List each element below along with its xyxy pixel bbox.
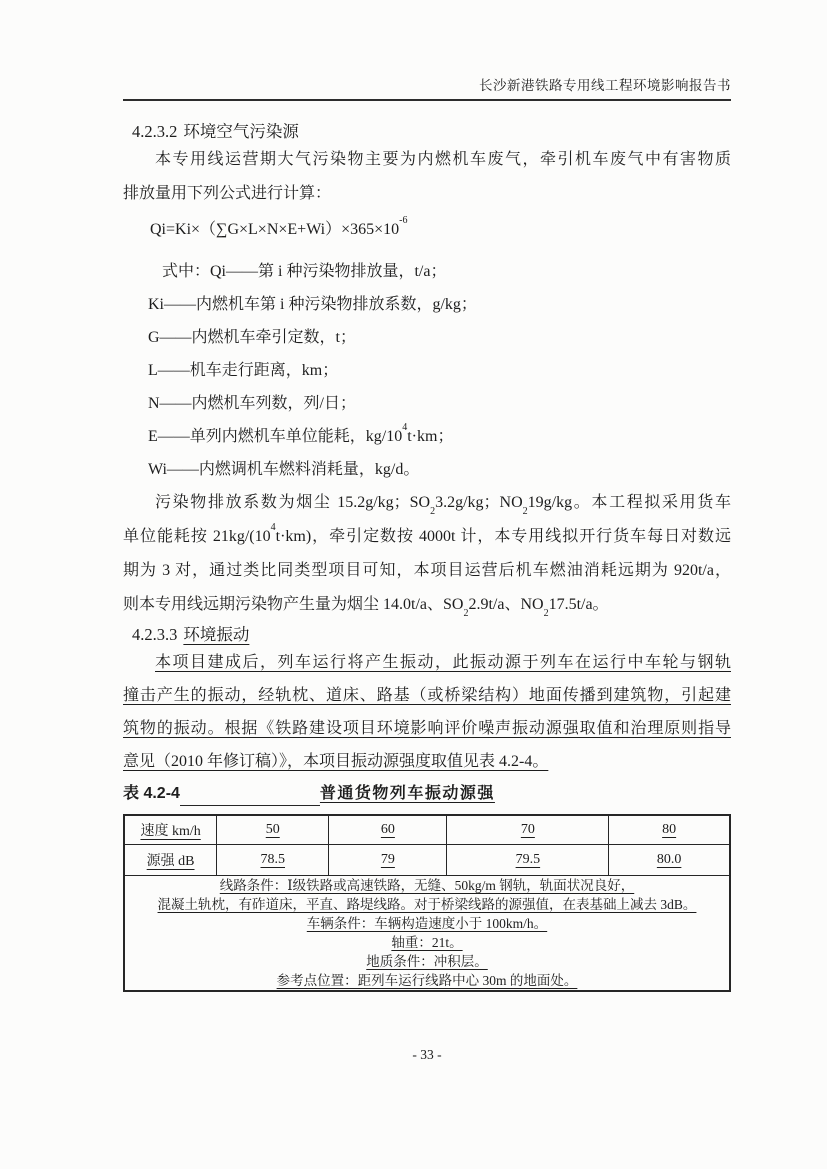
- paragraph-text: 污染物排放系数为烟尘 15.2g/kg；SO: [155, 494, 431, 511]
- definition-text: E——单列内燃机车单位能耗，kg/10: [148, 428, 403, 445]
- table-note: 车辆条件：车辆构造速度小于 100km/h。: [306, 916, 548, 931]
- subscript: 2: [430, 506, 436, 518]
- definition-line: N——内燃机车列数，列/日；: [148, 395, 357, 412]
- table-note: 地质条件：冲积层。: [366, 954, 488, 969]
- paragraph-line: [123, 588, 731, 622]
- paragraph-text: 17.5t/a。: [548, 596, 609, 613]
- table-notes-cell: [124, 876, 730, 992]
- section-heading-vibration: [123, 624, 731, 646]
- subscript: 2: [522, 506, 528, 518]
- section-number: 4.2.3.2: [132, 122, 178, 141]
- paragraph-line: 撞击产生的振动，经轨枕、道床、路基（或桥梁结构）地面传播到建筑物，引起建: [123, 687, 731, 704]
- value-cell: 79.5: [447, 845, 609, 876]
- paragraph-line: [123, 486, 731, 520]
- row-header-cell: 源强 dB: [124, 845, 217, 876]
- definition-line: [123, 420, 731, 453]
- vibration-source-table: [123, 814, 731, 992]
- paragraph-text: 则本专用线远期污染物产生量为烟尘 14.0t/a、SO: [123, 596, 464, 613]
- symbol-definitions: [123, 255, 731, 486]
- paragraph-line: 本项目建成后，列车运行将产生振动，此振动源于列车在运行中车轮与钢轨: [155, 654, 731, 671]
- superscript: 4: [270, 521, 276, 533]
- paragraph-text: 2.9t/a、NO: [468, 596, 544, 613]
- value-cell: 79: [329, 845, 447, 876]
- table-note: 参考点位置：距列车运行线路中心 30m 的地面处。: [276, 973, 578, 988]
- value-cell: 80: [609, 815, 730, 845]
- section-title: 环境振动: [183, 625, 250, 644]
- superscript: 4: [402, 421, 408, 433]
- page-number: - 33 -: [412, 1047, 442, 1062]
- table-notes-row: [124, 876, 730, 992]
- paragraph-line: 期为 3 对，通过类比同类型项目可知，本项目运营后机车燃油消耗远期为 920t/a，: [123, 562, 731, 579]
- subscript: 2: [463, 608, 469, 620]
- paragraph-line: [123, 520, 731, 554]
- table-note: 混凝土轨枕，有砟道床，平直、路堤线路。对于桥梁线路的源强值，在表基础上减去 3dB。: [157, 897, 697, 912]
- table-label: 表 4.2-4: [123, 785, 180, 802]
- definition-line: L——机车走行距离，km；: [148, 362, 339, 379]
- table-caption-row: [123, 780, 731, 806]
- page-header: [123, 74, 731, 101]
- paragraph-text: t·km)，牵引定数按 4000t 计，本专用线拟开行货车每日对数远: [275, 528, 731, 545]
- subscript: 2: [543, 608, 549, 620]
- definition-line: G——内燃机车牵引定数，t；: [148, 329, 357, 346]
- table-caption: 普通货物列车振动源强: [319, 785, 495, 802]
- definition-line: 式中：Qi——第 i 种污染物排放量，t/a；: [162, 263, 447, 280]
- row-header-cell: 速度 km/h: [124, 815, 217, 845]
- definition-line: Wi——内燃调机车燃料消耗量，kg/d。: [148, 461, 420, 478]
- value-cell: 50: [217, 815, 329, 845]
- table-row-source-strength: [124, 845, 730, 876]
- definition-text: t·km；: [407, 428, 454, 445]
- formula-exponent: -6: [399, 214, 408, 226]
- caption-underline-spacer: [180, 784, 320, 806]
- page-content: [123, 99, 731, 992]
- formula-line: [123, 215, 731, 245]
- header-title: 长沙新港铁路专用线工程环境影响报告书: [479, 78, 731, 93]
- value-cell: 80.0: [609, 845, 730, 876]
- definition-line: Ki——内燃机车第 i 种污染物排放系数，g/kg；: [148, 296, 477, 313]
- paragraph-line: 本专用线运营期大气污染物主要为内燃机车废气，牵引机车废气中有害物质: [155, 151, 731, 168]
- section-number: 4.2.3.3: [132, 625, 178, 644]
- paragraph-text: 3.2g/kg；NO: [435, 494, 523, 511]
- paragraph-text: 单位能耗按 21kg/(10: [123, 528, 271, 545]
- paragraph-line: 筑物的振动。根据《铁路建设项目环境影响评价噪声振动源强取值和治理原则指导: [123, 720, 731, 737]
- table-row-speed: [124, 815, 730, 845]
- table-note: 轴重：21t。: [391, 935, 463, 950]
- value-cell: 70: [447, 815, 609, 845]
- paragraph-text: 19g/kg。本工程拟采用货车: [527, 494, 731, 511]
- value-cell: 78.5: [217, 845, 329, 876]
- formula-base: Qi=Ki×（∑G×L×N×E+Wi）×365×10: [150, 221, 400, 238]
- paragraph-line: 排放量用下列公式进行计算：: [123, 185, 332, 202]
- section-heading-air: [123, 121, 731, 143]
- table-note: 线路条件：Ⅰ级铁路或高速铁路，无缝、50kg/m 钢轨，轨面状况良好，: [219, 878, 635, 893]
- section-title: 环境空气污染源: [183, 122, 299, 141]
- paragraph-line: 意见（2010 年修订稿）》，本项目振动源强度取值见表 4.2-4。: [123, 753, 549, 770]
- value-cell: 60: [329, 815, 447, 845]
